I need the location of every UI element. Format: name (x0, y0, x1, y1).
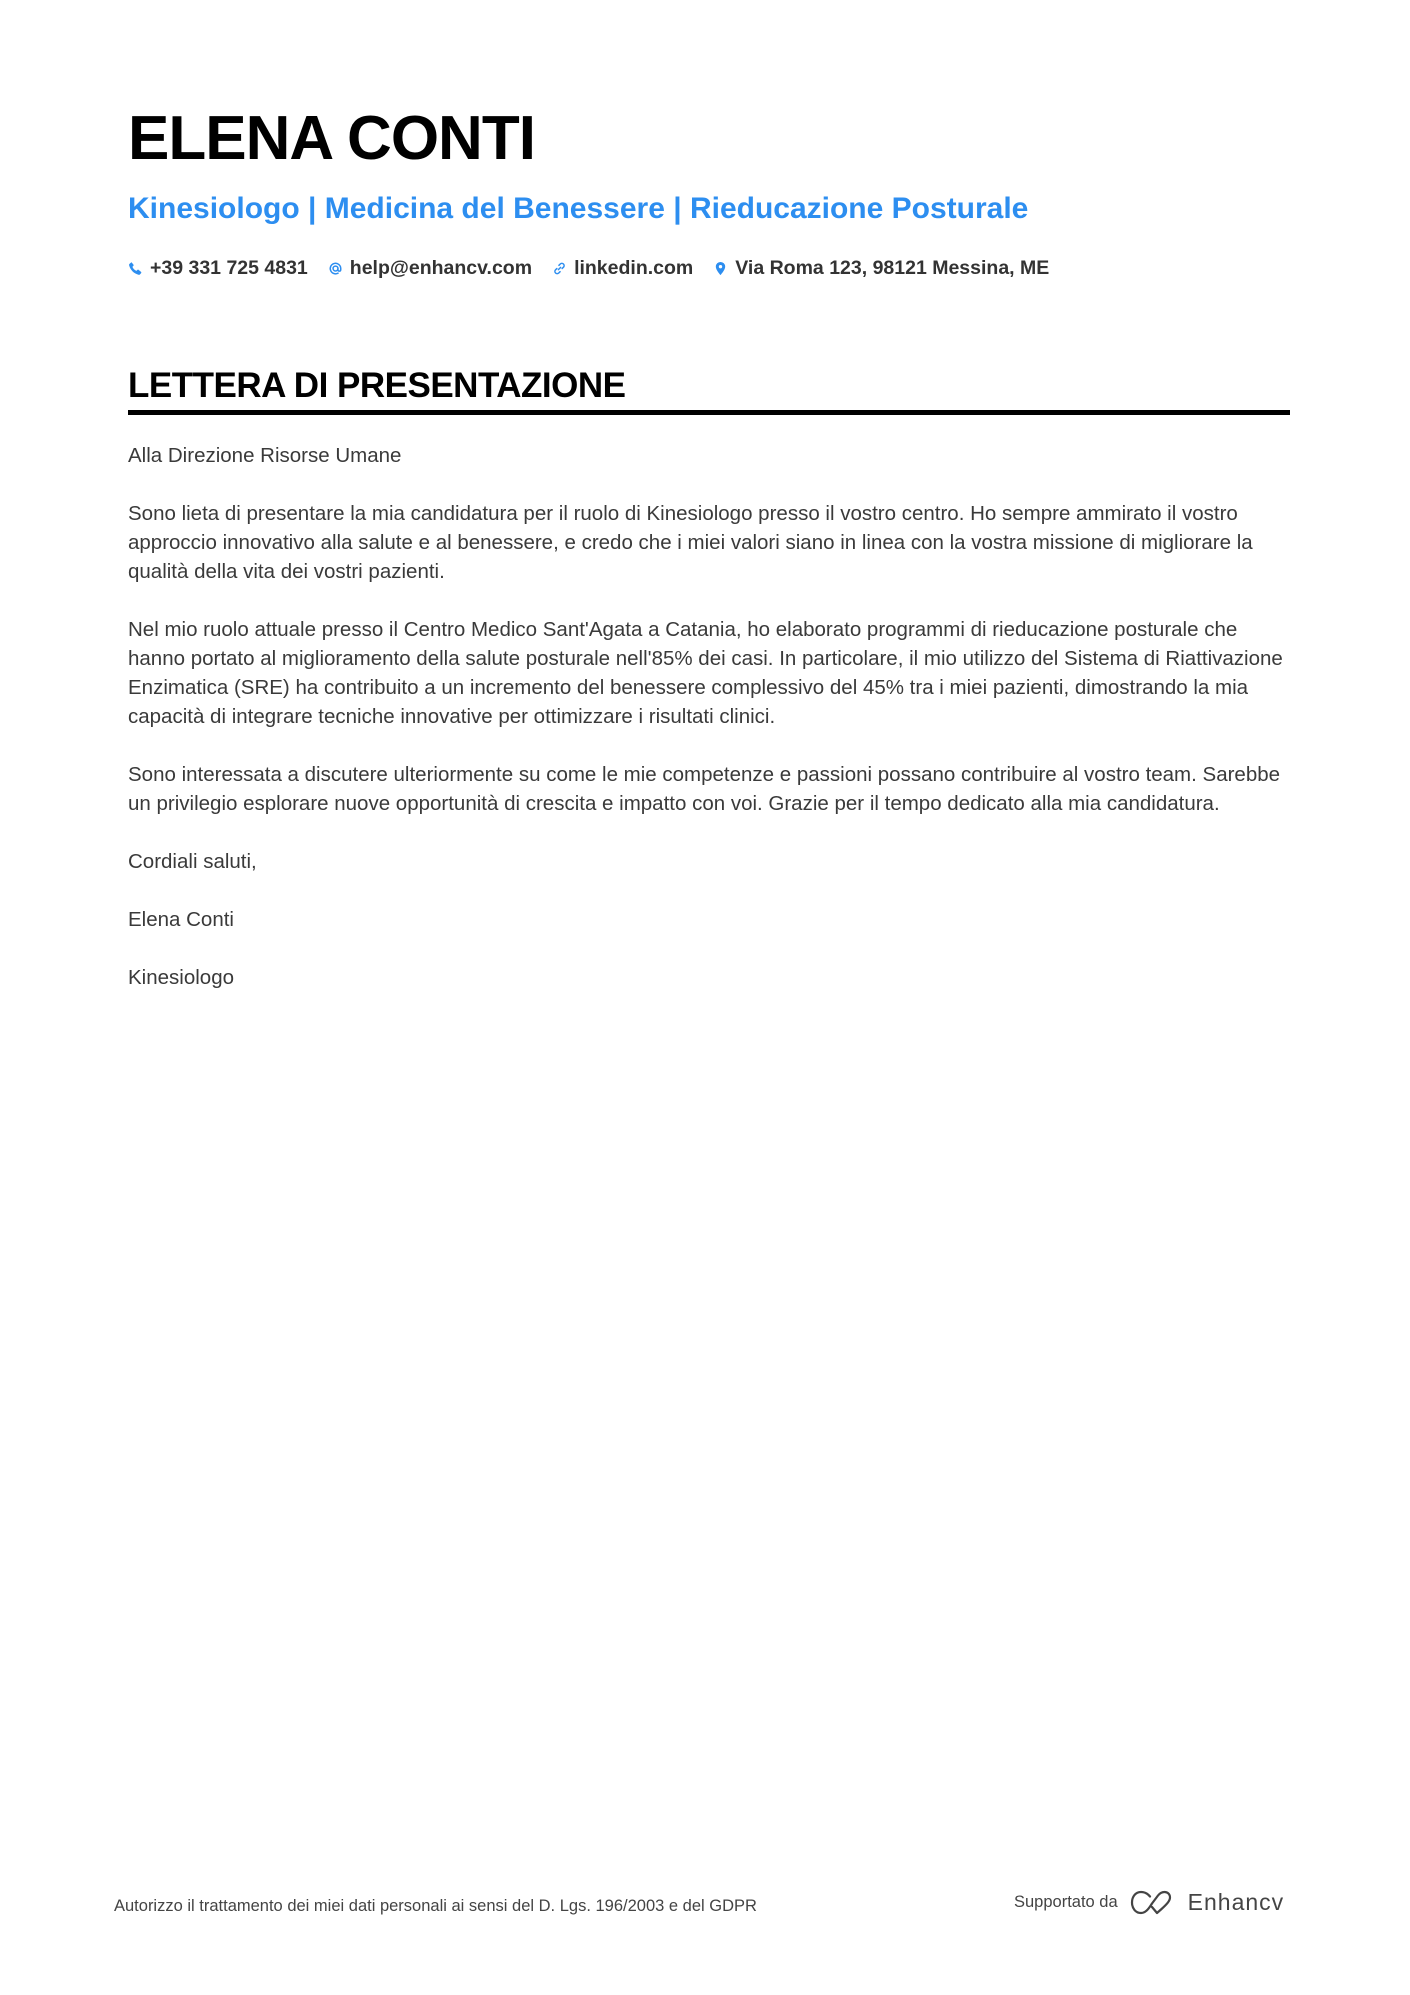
candidate-name: ELENA CONTI (128, 104, 535, 173)
letter-paragraph: Nel mio ruolo attuale presso il Centro Medico Sant'Agata a Catania, ho elaborato programmi di rieducazione posturale che hanno portato al miglioramento della salute posturale nell'85% dei casi. In particolare, il mio utilizzo del Sistema di Riattivazione Enzimatica (SRE) ha contribuito a un incremento del benessere complessivo del 45% tra i miei pazienti, dimostrando la mia capacità di integrare tecniche innovative per ottimizzare i risultati clinici. (128, 618, 1283, 728)
contact-linkedin[interactable] (552, 257, 693, 280)
contact-phone[interactable] (128, 257, 308, 280)
signature-title: Kinesiologo (128, 966, 234, 989)
section-title: LETTERA DI PRESENTAZIONE (128, 366, 626, 405)
at-icon (328, 260, 343, 277)
contact-address (713, 257, 1049, 280)
powered-by[interactable] (1014, 1889, 1284, 1916)
powered-by-label: Supportato da (1014, 1893, 1118, 1911)
contact-info (128, 257, 1049, 280)
letter-body (128, 441, 1293, 1021)
contact-phone-text: +39 331 725 4831 (150, 257, 308, 279)
gdpr-consent: Autorizzo il trattamento dei miei dati personali ai sensi del D. Lgs. 196/2003 e del GDPR (114, 1897, 757, 1915)
letter-paragraph: Sono lieta di presentare la mia candidatura per il ruolo di Kinesiologo presso il vostro centro. Ho sempre ammirato il vostro approccio innovativo alla salute e al benessere, e credo che i miei valori siano in linea con la vostra missione di migliorare la qualità della vita dei vostri pazienti. (128, 502, 1253, 583)
location-pin-icon (713, 260, 728, 277)
signature-name: Elena Conti (128, 908, 234, 931)
link-icon (552, 260, 567, 277)
candidate-headline: Kinesiologo | Medicina del Benessere | Rieducazione Posturale (128, 192, 1029, 225)
letter-closing: Cordiali saluti, (128, 850, 257, 873)
phone-icon (128, 260, 143, 277)
letter-paragraph: Sono interessata a discutere ulteriormente su come le mie competenze e passioni possano contribuire al vostro team. Sarebbe un privilegio esplorare nuove opportunità di crescita e impatto con voi. Grazie per il tempo dedicato alla mia candidatura. (128, 763, 1281, 815)
contact-linkedin-text: linkedin.com (574, 257, 694, 279)
contact-email-text: help@enhancv.com (349, 257, 533, 279)
enhancv-logo-icon (1130, 1890, 1176, 1916)
section-divider (128, 410, 1290, 415)
enhancv-brand: Enhancv (1187, 1889, 1285, 1915)
letter-greeting: Alla Direzione Risorse Umane (128, 444, 402, 467)
contact-address-text: Via Roma 123, 98121 Messina, ME (735, 257, 1050, 279)
contact-email[interactable] (328, 257, 532, 280)
